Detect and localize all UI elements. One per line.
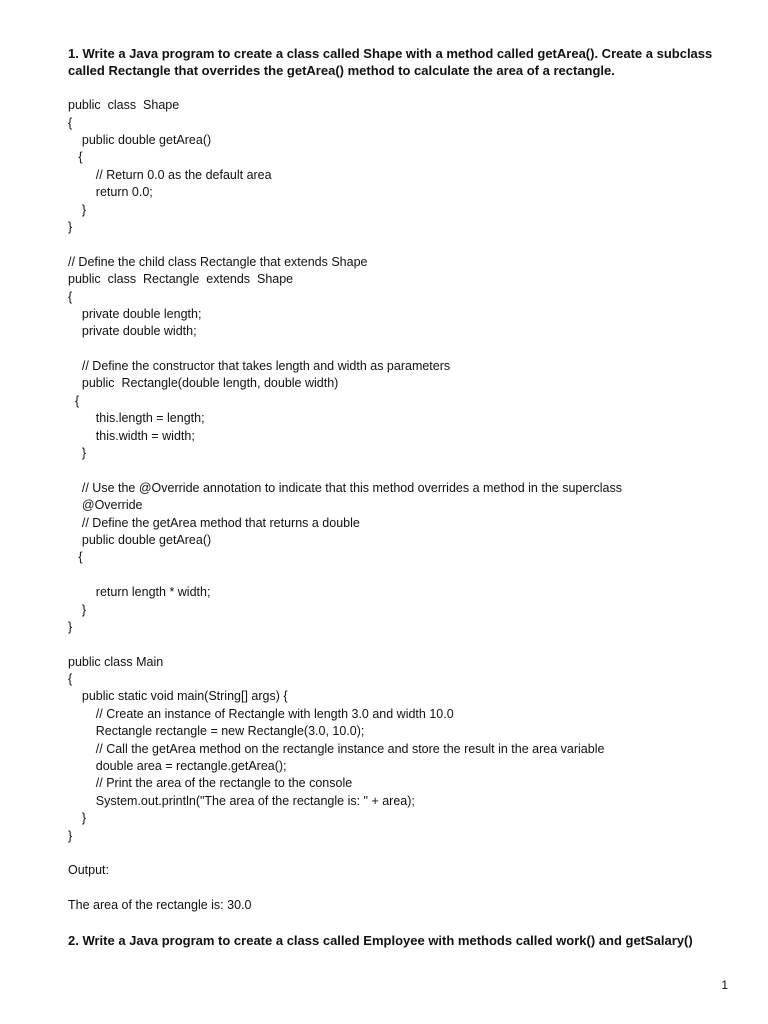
code-line: // Create an instance of Rectangle with length 3.0 and width 10.0 bbox=[68, 706, 454, 721]
code-block-shape bbox=[68, 97, 718, 236]
code-line: // Print the area of the rectangle to the console bbox=[68, 776, 353, 791]
code-line: // Use the @Override annotation to indicate that this method overrides a method in the superclass bbox=[68, 480, 622, 495]
spacer bbox=[68, 236, 718, 253]
code-line: this.width = width; bbox=[68, 428, 195, 443]
code-line: } bbox=[68, 446, 87, 461]
code-line: this.length = length; bbox=[68, 411, 205, 426]
code-line: public double getArea() bbox=[68, 132, 212, 147]
output-text: The area of the rectangle is: 30.0 bbox=[68, 898, 252, 913]
code-block-main bbox=[68, 654, 718, 845]
code-line: { bbox=[68, 393, 80, 408]
code-line: } bbox=[68, 828, 73, 843]
code-line: { bbox=[68, 550, 83, 565]
code-line: } bbox=[68, 811, 87, 826]
code-line: private double width; bbox=[68, 324, 197, 339]
code-line bbox=[68, 341, 718, 358]
code-line: public class Shape bbox=[68, 98, 180, 113]
code-line: { bbox=[68, 150, 83, 165]
code-line: // Define the child class Rectangle that extends Shape bbox=[68, 254, 368, 269]
code-line: public double getArea() bbox=[68, 532, 212, 547]
code-line: double area = rectangle.getArea(); bbox=[68, 759, 287, 774]
code-line: Rectangle rectangle = new Rectangle(3.0, 10.0); bbox=[68, 724, 365, 739]
output-label: Output: bbox=[68, 863, 109, 878]
code-line: } bbox=[68, 219, 73, 234]
question-1-heading: 1. Write a Java program to create a class called Shape with a method called getArea(). Create a subclass called Rectangle that overrides the getArea() method to calculate the area of a rectangle. bbox=[68, 46, 716, 79]
code-line: public class Main bbox=[68, 654, 164, 669]
code-block-rectangle bbox=[68, 254, 718, 637]
code-line: { bbox=[68, 672, 73, 687]
code-line: private double length; bbox=[68, 306, 202, 321]
code-line: { bbox=[68, 115, 73, 130]
page-number: 1 bbox=[721, 978, 728, 992]
code-line bbox=[68, 567, 718, 584]
code-line: { bbox=[68, 289, 73, 304]
code-line: } bbox=[68, 202, 87, 217]
spacer bbox=[68, 845, 718, 862]
code-line: } bbox=[68, 602, 87, 617]
code-line: // Return 0.0 as the default area bbox=[68, 167, 272, 182]
code-line: @Override bbox=[68, 498, 143, 513]
spacer bbox=[68, 880, 718, 897]
code-line: System.out.println("The area of the rectangle is: " + area); bbox=[68, 793, 415, 808]
code-line: // Define the constructor that takes length and width as parameters bbox=[68, 359, 451, 374]
code-line: // Define the getArea method that returns a double bbox=[68, 515, 360, 530]
question-2-heading: 2. Write a Java program to create a class called Employee with methods called work() and getSalary() bbox=[68, 932, 693, 948]
code-line: } bbox=[68, 619, 73, 634]
spacer bbox=[68, 636, 718, 653]
code-line: public Rectangle(double length, double width) bbox=[68, 376, 339, 391]
document-page bbox=[68, 45, 718, 949]
code-line: return length * width; bbox=[68, 585, 211, 600]
code-line: public class Rectangle extends Shape bbox=[68, 272, 294, 287]
code-line bbox=[68, 462, 718, 479]
code-line: // Call the getArea method on the rectangle instance and store the result in the area variable bbox=[68, 741, 605, 756]
spacer bbox=[68, 80, 718, 97]
code-line: public static void main(String[] args) { bbox=[68, 689, 288, 704]
spacer bbox=[68, 915, 718, 932]
code-line: return 0.0; bbox=[68, 185, 153, 200]
